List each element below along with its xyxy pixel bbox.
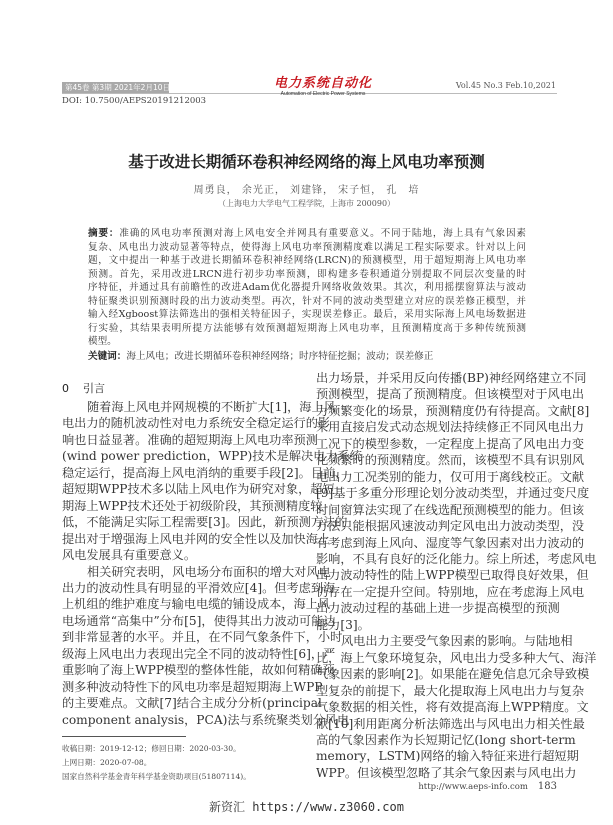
body-line: 有考虑到海上风向、湿度等气象因素对出力波动的 bbox=[316, 535, 585, 550]
footnotes bbox=[62, 742, 251, 784]
body-line: 时间窗算法实现了在线选配预测模型的能力。但该 bbox=[316, 502, 585, 517]
abstract-line: 特征聚类识别预测时段的出力波动类型。再次，针对不同的波动类型建立对应的误差修正模型，并 bbox=[88, 295, 526, 307]
body-line: 响也日益显著。准确的超短期海上风电功率预测 bbox=[62, 432, 318, 447]
journal-name-en: Automation of Electric Power Systems bbox=[280, 91, 366, 97]
body-line: 方法只能根据风速波动判定风电出力波动类型，没 bbox=[316, 519, 585, 534]
body-line: 到非常显著的水平。并且，在不同气象条件下，小时 bbox=[62, 630, 343, 645]
body-line: [9]基于多重分形理论划分波动类型，并通过变尺度 bbox=[316, 486, 590, 501]
body-line: (wind power prediction，WPP)技术是解决电力系统 bbox=[62, 449, 362, 464]
body-line: 电出力工况类别的能力，仅可用于离线校正。文献 bbox=[316, 469, 585, 484]
body-line: 风电发展具有重要意义。 bbox=[62, 548, 197, 563]
abstract-line: 输入经Xgboost算法筛选出的强相关特征因子，实现误差修正。最后，采用实际海上风电场数据进 bbox=[88, 309, 526, 320]
page-number: 183 bbox=[537, 781, 557, 792]
abstract-line: 摘要：准确的风电功率预测对海上风电安全并网具有重要意义。不同于陆地，海上具有气象因素 bbox=[88, 228, 527, 239]
body-line: 的主要难点。文献[7]结合主成分分析(principal bbox=[62, 696, 322, 711]
volume-info: Vol.45 No.3 Feb.10,2021 bbox=[455, 81, 556, 90]
section-number: 0 bbox=[62, 382, 69, 395]
body-line: 气象因素的影响[2]。如果能在避免信息冗余导致模 bbox=[316, 667, 590, 682]
body-line: 仍存在一定提升空间。特别地，应在考虑海上风电 bbox=[316, 584, 585, 599]
doi: DOI: 10.7500/AEPS20191212003 bbox=[62, 96, 207, 106]
body-line: 级海上风电出力表现出完全不同的波动特性[6]，严 bbox=[62, 646, 336, 661]
body-line: 期海上WPP技术还处于初级阶段，其预测精度较 bbox=[62, 498, 323, 513]
body-line: 电出力的随机波动性对电力系统安全稳定运行的影 bbox=[62, 416, 331, 431]
body-line: 出力波动特性的陆上WPP模型已取得良好效果，但 bbox=[316, 568, 589, 583]
page-footer bbox=[418, 781, 557, 792]
abstract-line: 题，文中提出一种基于改进长期循环卷积神经网络(LRCN)的预测模型，用于超短期海上风电功率 bbox=[88, 255, 526, 266]
keywords bbox=[88, 350, 526, 363]
body-line: 出力场景，并采用反向传播(BP)神经网络建立不同 bbox=[316, 371, 587, 385]
body-line: 化频繁时的预测精度。然而，该模型不具有识别风 bbox=[316, 453, 585, 468]
journal-url[interactable]: http://www.aeps-info.com bbox=[418, 782, 528, 792]
authors: 周勇良， 余光正， 刘建锋， 宋子恒， 孔 培 bbox=[193, 185, 420, 196]
journal-name-cn: 电力系统自动化 bbox=[273, 76, 372, 91]
body-line: 出力的波动性具有明显的平滑效应[4]。但考虑到海 bbox=[62, 580, 336, 595]
body-line: 献[10]利用距离分析法筛选出与风电出力相关性最 bbox=[316, 716, 585, 731]
body-line: 比，海上气象环境复杂，风电出力受多种大气、海洋 bbox=[316, 650, 597, 665]
body-line: 力频繁变化的场景，预测精度仍有待提高。文献[8] bbox=[316, 403, 590, 418]
abstract-line: 预测。首先，采用改进LRCN进行初步功率预测，即构建多卷积通道分别提取不同层次变量的时 bbox=[88, 268, 526, 280]
body-line: 相关研究表明，风电场分布面积的增大对风电 bbox=[87, 564, 331, 579]
body-line: 风电出力主要受气象因素的影响。与陆地相 bbox=[341, 634, 573, 649]
abstract-line: 复杂、风电出力波动显著等特点，使得海上风电功率预测精度难以满足工程实际要求。针对以上问 bbox=[88, 241, 526, 253]
affiliation: （上海电力大学电气工程学院，上海市 200090） bbox=[217, 199, 396, 208]
body-line: 上机组的维护难度与输电电缆的铺设成本，海上风 bbox=[62, 597, 331, 612]
abstract-line: 模型。 bbox=[88, 336, 117, 347]
issue-band: 第45卷 第3期 2021年2月10日 bbox=[62, 82, 169, 93]
section-title: 引言 bbox=[83, 382, 105, 395]
abstract-line: 行实验，其结果表明所提方法能够有效预测超短期海上风电功率，且预测精度高于多种传统预测 bbox=[88, 322, 526, 334]
body-line: 超短期WPP技术多以陆上风电作为研究对象，超短 bbox=[62, 482, 335, 497]
body-line: component analysis，PCA)法与系统聚类划分风电 bbox=[62, 712, 350, 727]
body-line: 低，不能满足实际工程需要[3]。因此，新预测方法的 bbox=[62, 515, 348, 530]
body-line: 影响，不具有良好的泛化能力。综上所述，考虑风电 bbox=[316, 551, 597, 566]
body-line: 采用直接启发式动态规划法持续修正不同风电出力 bbox=[316, 420, 585, 435]
abstract bbox=[88, 227, 526, 349]
keywords-text: 海上风电；改进长期循环卷积神经网络；时序特征挖掘；波动；误差修正 bbox=[126, 351, 434, 362]
body-line: 稳定运行，提高海上风电消纳的重要手段[2]。目前， bbox=[62, 465, 348, 480]
body-line: memory，LSTM)网络的输入特征来进行超短期 bbox=[316, 749, 579, 764]
body-line: 出力波动过程的基础上进一步提高模型的预测 bbox=[316, 601, 560, 616]
section-heading bbox=[62, 380, 105, 396]
body-line: 提出对于增强海上风电并网的安全性以及加快海上 bbox=[62, 531, 331, 546]
body-line: 随着海上风电并网规模的不断扩大[1]，海上风 bbox=[87, 400, 336, 414]
abstract-label: 摘要： bbox=[88, 228, 120, 239]
body-line: 测多种波动特性下的风电功率是超短期海上WPP bbox=[62, 679, 323, 694]
footnote-online-date: 上网日期：2020-07-08。 bbox=[62, 758, 152, 767]
journal-logo bbox=[268, 77, 378, 98]
abstract-line: 序特征，并通过具有前瞻性的改进Adam优化器提升网络收敛效果。其次，利用摇摆窗算法与波动 bbox=[88, 282, 526, 293]
footnote-dates: 收稿日期：2019-12-12；修回日期：2020-03-30。 bbox=[62, 744, 241, 753]
footnote-funding: 国家自然科学基金青年科学基金资助项目(51807114)。 bbox=[62, 772, 251, 781]
body-line: 工况下的模型参数，一定程度上提高了风电出力变 bbox=[316, 436, 585, 451]
right-column bbox=[316, 370, 597, 781]
paper-title: 基于改进长期循环卷积神经网络的海上风电功率预测 bbox=[128, 153, 485, 171]
body-line: 高的气象因素作为长短期记忆(long short-term bbox=[316, 732, 576, 747]
body-line: 重影响了海上WPP模型的整体性能，故如何精确预 bbox=[62, 663, 335, 678]
watermark: 新资汇 https://www.z3060.com bbox=[209, 800, 404, 814]
body-line: 能力[3]。 bbox=[316, 617, 370, 632]
body-line: 电场通常“高集中”分布[5]，使得其出力波动可能达 bbox=[62, 613, 336, 628]
footnote-rule bbox=[62, 736, 186, 737]
body-line: 型复杂的前提下，最大化提取海上风电出力与复杂 bbox=[316, 683, 585, 698]
keywords-label: 关键词： bbox=[88, 351, 127, 362]
body-line: 预测模型，提高了预测精度。但该模型对于风电出 bbox=[316, 387, 585, 402]
body-line: WPP。但该模型忽略了其余气象因素与风电出力 bbox=[316, 765, 577, 780]
body-line: 气象数据的相关性，将有效提高海上WPP精度。文 bbox=[316, 700, 589, 715]
